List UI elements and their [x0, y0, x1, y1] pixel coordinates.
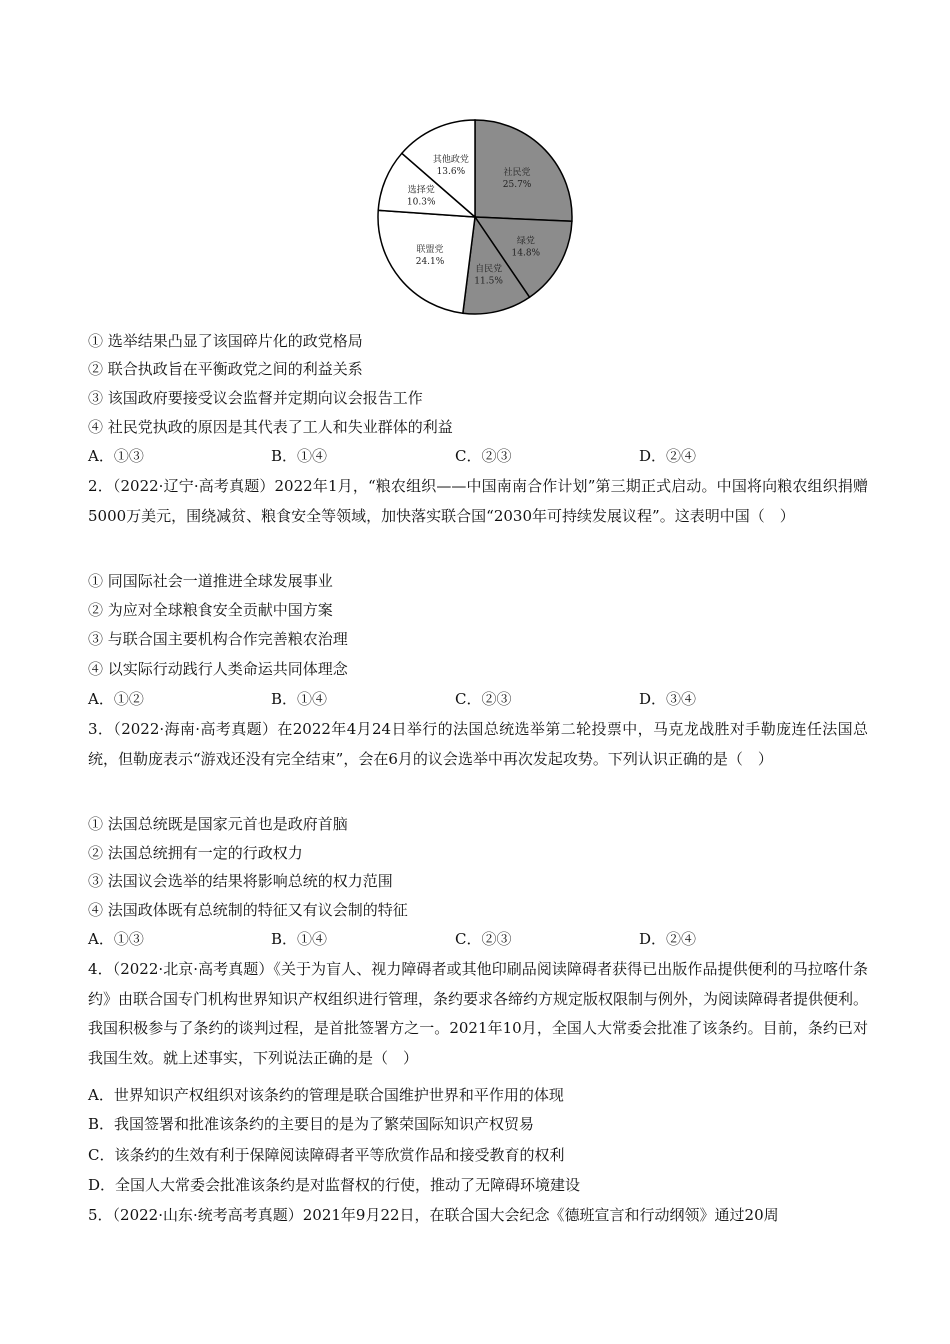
pie-slice-value-1: 14.8%: [511, 248, 541, 259]
q4-choice-b: B．我国签署和批准该条约的主要目的是为了繁荣国际知识产权贸易: [88, 1115, 535, 1133]
q3-statement-3: ③ 法国议会选举的结果将影响总统的权力范围: [88, 872, 393, 890]
q2-option-b: B．①④: [271, 690, 328, 708]
pie-slice-value-0: 25.7%: [502, 179, 532, 190]
q3-option-b: B．①④: [271, 930, 328, 948]
pie-slice-value-5: 13.6%: [436, 167, 466, 178]
q3-option-c: C．②③: [455, 930, 512, 948]
pie-slice-name-2: 自民党: [475, 264, 503, 275]
pie-slice-value-2: 11.5%: [474, 276, 503, 287]
pie-slice-name-5: 其他政党: [432, 155, 469, 166]
q2-stem: 2．（2022·辽宁·高考真题）2022年1月，“粮农组织——中国南南合作计划”第三期正式启动。中国将向粮农组织捐赠5000万美元，围绕减贫、粮食安全等领域，加快落实联合国“2030年可持续发展议程”。这表明中国（ ）: [88, 477, 868, 525]
q4-stem: 4．（2022·北京·高考真题）《关于为盲人、视力障碍者或其他印刷品阅读障碍者获得已出版作品提供便利的马拉喀什条约》由联合国专门机构世界知识产权组织进行管理，条约要求各缔约方规定版权限制与例外，为阅读障碍者提供便利。我国积极参与了条约的谈判过程，是首批签署方之一。2021年10月，全国人大常委会批准了该条约。目前，条约已对我国生效。就上述事实，下列说法正确的是（ ）: [88, 960, 869, 1067]
q3-option-a: A．①③: [88, 930, 144, 948]
q5-stem: 5．（2022·山东·统考高考真题）2021年9月22日，在联合国大会纪念《德班宣言和行动纲领》通过20周: [88, 1206, 779, 1224]
q1-option-d: D．②④: [639, 447, 697, 465]
q1-statement-4: ④ 社民党执政的原因是其代表了工人和失业群体的利益: [88, 418, 453, 436]
q1-option-b: B．①④: [271, 447, 328, 465]
q2-option-c: C．②③: [455, 690, 512, 708]
pie-slice-name-3: 联盟党: [416, 244, 444, 255]
q2-statement-4: ④ 以实际行动践行人类命运共同体理念: [88, 660, 348, 678]
pie-slice-name-4: 选择党: [407, 185, 435, 196]
pie-slice-name-0: 社民党: [503, 167, 531, 178]
q3-statement-1: ① 法国总统既是国家元首也是政府首脑: [88, 815, 348, 833]
q1-option-c: C．②③: [455, 447, 512, 465]
q3-option-d: D．②④: [639, 930, 697, 948]
q2-option-d: D．③④: [639, 690, 697, 708]
q2-statement-1: ① 同国际社会一道推进全球发展事业: [88, 572, 333, 590]
pie-slice-value-4: 10.3%: [406, 197, 436, 208]
pie-slice-name-1: 绿党: [516, 236, 535, 247]
q4-choice-a: A．世界知识产权组织对该条约的管理是联合国维护世界和平作用的体现: [88, 1086, 564, 1104]
q3-statement-2: ② 法国总统拥有一定的行政权力: [88, 844, 303, 862]
q4-choice-d: D．全国人大常委会批准该条约是对监督权的行使，推动了无障碍环境建设: [88, 1176, 581, 1194]
q1-statement-2: ② 联合执政旨在平衡政党之间的利益关系: [88, 360, 363, 378]
q2-option-a: A．①②: [88, 690, 144, 708]
q4-choice-c: C．该条约的生效有利于保障阅读障碍者平等欣赏作品和接受教育的权利: [88, 1146, 565, 1164]
party-vote-share-pie-chart: [370, 112, 580, 322]
q1-statement-3: ③ 该国政府要接受议会监督并定期向议会报告工作: [88, 389, 423, 407]
q3-statement-4: ④ 法国政体既有总统制的特征又有议会制的特征: [88, 901, 408, 919]
q2-statement-2: ② 为应对全球粮食安全贡献中国方案: [88, 601, 333, 619]
q3-stem: 3．（2022·海南·高考真题）在2022年4月24日举行的法国总统选举第二轮投票中，马克龙战胜对手勒庞连任法国总统，但勒庞表示“游戏还没有完全结束”，会在6月的议会选举中再次发起攻势。下列认识正确的是（ ）: [88, 720, 868, 768]
q2-statement-3: ③ 与联合国主要机构合作完善粮农治理: [88, 630, 348, 648]
q1-option-a: A．①③: [88, 447, 144, 465]
q1-statement-1: ① 选举结果凸显了该国碎片化的政党格局: [88, 332, 363, 350]
pie-slice-value-3: 24.1%: [415, 256, 445, 267]
